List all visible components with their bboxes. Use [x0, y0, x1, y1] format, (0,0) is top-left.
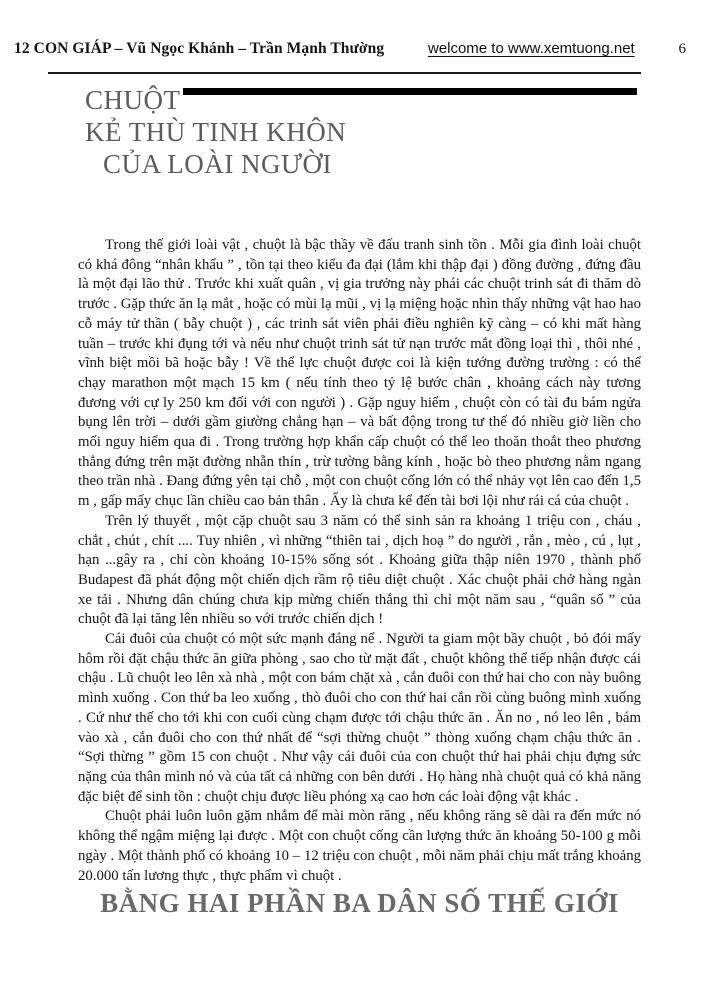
paragraph: Trong thế giới loài vật , chuột là bậc thầy về đấu tranh sinh tồn . Mỗi gia đình loài chuột có khá đông “nhân khẩu ” , tồn tại theo kiểu đa đại (lắm khi thập đại ) đồng đường , đứng đầu là một đại lão thử . Trước khi xuất quân , vị gia trưởng này phái các chuột trinh sát đi thăm dò trước . Gặp thức ăn lạ mắt , hoặc có mùi lạ mũi , vị lạ miệng hoặc nhìn thấy những vật hao hao cỗ máy tử thần ( bẫy chuột ) , các trinh sát viên phải điều nghiên kỹ càng – có khi mất hàng tuần – trước khi đụng tới và nếu như chuột trinh sát tử nạn trước mắt đồng loại thì , thôi nhé , vĩnh biệt mồi bã hoặc bẫy ! Về thể lực chuột được coi là kiện tướng đường trường : có thể chạy marathon một mạch 15 km ( nếu tính theo tỷ lệ bước chân , khoảng cách này tương đương với cự ly 250 km đối với con người ) . Gặp nguy hiểm , chuột còn có tài đu bám ngửa bụng lên trời – dưới gầm giường chẳng hạn – và bất động trong tư thế đó nhiều giờ liền cho mối nguy hiểm qua đi . Trong trường hợp khẩn cấp chuột có thể leo thoăn thoắt theo phương thẳng đứng trên mặt đường nhẵn thín , trừ tường bằng kính , hoặc bò theo phương nằm ngang theo trần nhà . Đang đứng yên tại chỗ , một con chuột cống lớn có thể nhảy vọt lên cao đến 1,5 m , gấp mấy chục lần chiều cao bản thân . Ấy là chưa kể đến tài bơi lội như rái cá của chuột . — [78, 237, 641, 510]
header-divider — [48, 72, 641, 74]
paragraph: Cái đuôi của chuột có một sức mạnh đáng nể . Người ta giam một bầy chuột , bỏ đói mấy hôm rồi đặt chậu thức ăn giữa phòng , sao cho từ mặt đất , chuột không thể tiếp nhận được cái chậu . Lũ chuột leo lên xà nhà , một con bám chặt xà , cắn đuôi con thứ hai cho con này buông mình xuống . Con thứ ba leo xuống , thò đuôi cho con thứ hai cắn rồi cùng buông mình xuống . Cứ như thế cho tới khi con cuối cùng chạm được tới chậu thức ăn . Ăn no , nó leo lên , bám vào xà , cắn đuôi cho con thứ nhất để “sợi thừng chuột ” thòng xuống chạm chậu thức ăn . “Sợi thừng ” gồm 15 con chuột . Như vậy cái đuôi của con chuột thứ hai phải chịu đựng sức nặng của thân mình nó và của tất cả những con bên dưới . Họ hàng nhà chuột quả có khả năng đặc biệt để sinh tồn : chuột chịu được liều phóng xạ cao hơn các loài động vật khác . — [78, 631, 641, 805]
body-text — [78, 236, 641, 886]
paragraph: Trên lý thuyết , một cặp chuột sau 3 năm có thể sinh sản ra khoảng 1 triệu con , cháu , chắt , chút , chít .... Tuy nhiên , vì những “thiên tai , dịch hoạ ” do người , rắn , mèo , cú , lụt , hạn ...gây ra , chỉ còn khoảng 10-15% sống sót . Khoảng giữa thập niên 1970 , thành phố Budapest đã phát động một chiến dịch rầm rộ tiêu diệt chuột . Xác chuột phải chở hàng ngàn xe tải . Nhưng dân chúng chưa kịp mừng chiến thắng thì chỉ một năm sau , “quân số ” của chuột đã lại tăng lên nhiều so với trước chiến dịch ! — [78, 512, 641, 628]
paragraph: Chuột phải luôn luôn gặm nhắm để mài mòn răng , nếu không răng sẽ dài ra đến mức nó không thể ngậm miệng lại được . Một con chuột cống cần lượng thức ăn khoảng 50-100 g mỗi ngày . Một thành phố có khoảng 10 – 12 triệu con chuột , mỗi năm phải chịu mất trắng khoảng 20.000 tấn lương thực , thực phẩm vì chuột . — [78, 808, 641, 884]
section-heading: BẰNG HAI PHẦN BA DÂN SỐ THẾ GIỚI — [100, 888, 619, 918]
chapter-title-line2: KẺ THÙ TINH KHÔN — [85, 117, 347, 147]
site-link[interactable]: welcome to www.xemtuong.net — [427, 40, 635, 57]
page-number: 6 — [678, 41, 686, 57]
book-title: 12 CON GIÁP – Vũ Ngọc Khánh – Trần Mạnh Thường — [14, 40, 385, 57]
title-bar-decoration — [183, 88, 638, 95]
page-header — [14, 40, 692, 58]
chapter-title-line3: CỦA LOÀI NGƯỜI — [103, 149, 332, 179]
chapter-title-line1: CHUỘT — [85, 85, 181, 115]
chapter-title — [85, 84, 637, 180]
